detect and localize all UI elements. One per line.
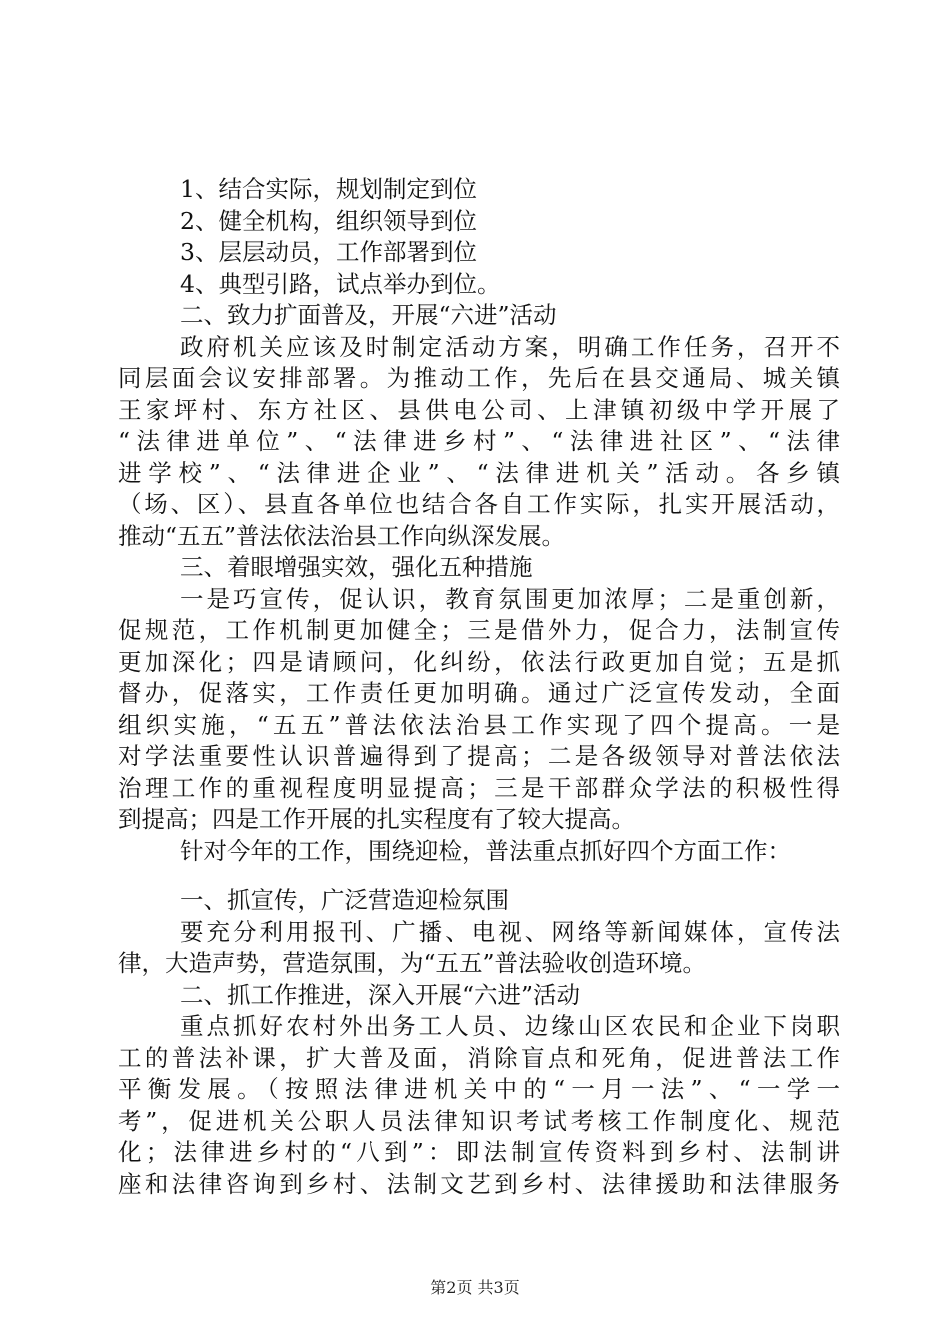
- section-heading: 二、致力扩面普及，开展“六进”活动: [180, 301, 557, 329]
- paragraph-line: “法律进单位”、“法律进乡村”、“法律进社区”、“法律: [118, 427, 840, 455]
- section-heading: 二、抓工作推进，深入开展“六进”活动: [180, 980, 581, 1009]
- paragraph-line: 化；法律进乡村的“八到”：即法制宣传资料到乡村、法制讲: [118, 1138, 840, 1166]
- list-item: 2、健全机构，组织领导到位: [180, 206, 477, 235]
- paragraph-line: 工的普法补课，扩大普及面，消除盲点和死角，促进普法工作: [118, 1043, 840, 1072]
- paragraph-line: 推动“五五”普法依法治县工作向纵深发展。: [118, 521, 566, 550]
- paragraph-line: 进学校”、“法律进企业”、“法律进机关”活动。各乡镇: [118, 458, 840, 487]
- paragraph-gap: [118, 867, 840, 885]
- paragraph-line: 律，大造声势，营造氛围，为“五五”普法验收创造环境。: [118, 949, 707, 977]
- paragraph-line: 座和法律咨询到乡村、法制文艺到乡村、法律援助和法律服务: [118, 1169, 840, 1198]
- paragraph-line: 对学法重要性认识普遍得到了提高；二是各级领导对普法依法: [118, 742, 840, 770]
- paragraph-line: 更加深化；四是请顾问，化纠纷，依法行政更加自觉；五是抓: [118, 647, 840, 676]
- paragraph-line: 组织实施，“五五”普法依法治县工作实现了四个提高。一是: [118, 710, 840, 739]
- paragraph-line: 督办，促落实，工作责任更加明确。通过广泛宣传发动，全面: [118, 679, 840, 707]
- paragraph-line: 要充分利用报刊、广播、电视、网络等新闻媒体，宣传法: [180, 917, 840, 946]
- list-item: 3、层层动员，工作部署到位: [180, 238, 477, 266]
- paragraph-line: 到提高；四是工作开展的扎实程度有了较大提高。: [118, 805, 635, 833]
- paragraph-line: 重点抓好农村外出务工人员、边缘山区农民和企业下岗职: [180, 1012, 840, 1040]
- section-heading: 一、抓宣传，广泛营造迎检氛围: [180, 886, 509, 914]
- list-item: 4、典型引路，试点举办到位。: [180, 269, 501, 298]
- page-number-footer: 第2页 共3页: [430, 1278, 520, 1297]
- paragraph-line: 促规范，工作机制更加健全；三是借外力，促合力，法制宣传: [118, 616, 840, 644]
- paragraph-line: 同层面会议安排部署。为推动工作，先后在县交通局、城关镇: [118, 364, 840, 392]
- paragraph-line: 王家坪村、东方社区、县供电公司、上津镇初级中学开展了: [118, 395, 840, 424]
- section-heading: 三、着眼增强实效，强化五种措施: [180, 553, 533, 581]
- paragraph-line: 一是巧宣传，促认识，教育氛围更加浓厚；二是重创新，: [180, 584, 840, 613]
- intro-line: 针对今年的工作，围绕迎检，普法重点抓好四个方面工作：: [180, 836, 791, 865]
- paragraph-line: （场、区）、县直各单位也结合各自工作实际，扎实开展活动，: [118, 490, 840, 518]
- paragraph-line: 政府机关应该及时制定活动方案，明确工作任务，召开不: [180, 332, 840, 361]
- paragraph-line: 考”，促进机关公职人员法律知识考试考核工作制度化、规范: [118, 1106, 840, 1135]
- document-body: [118, 174, 840, 1200]
- paragraph-line: 平衡发展。（按照法律进机关中的“一月一法”、“一学一: [118, 1075, 840, 1103]
- list-item: 1、结合实际，规划制定到位: [180, 175, 477, 203]
- paragraph-line: 治理工作的重视程度明显提高；三是干部群众学法的积极性得: [118, 773, 840, 802]
